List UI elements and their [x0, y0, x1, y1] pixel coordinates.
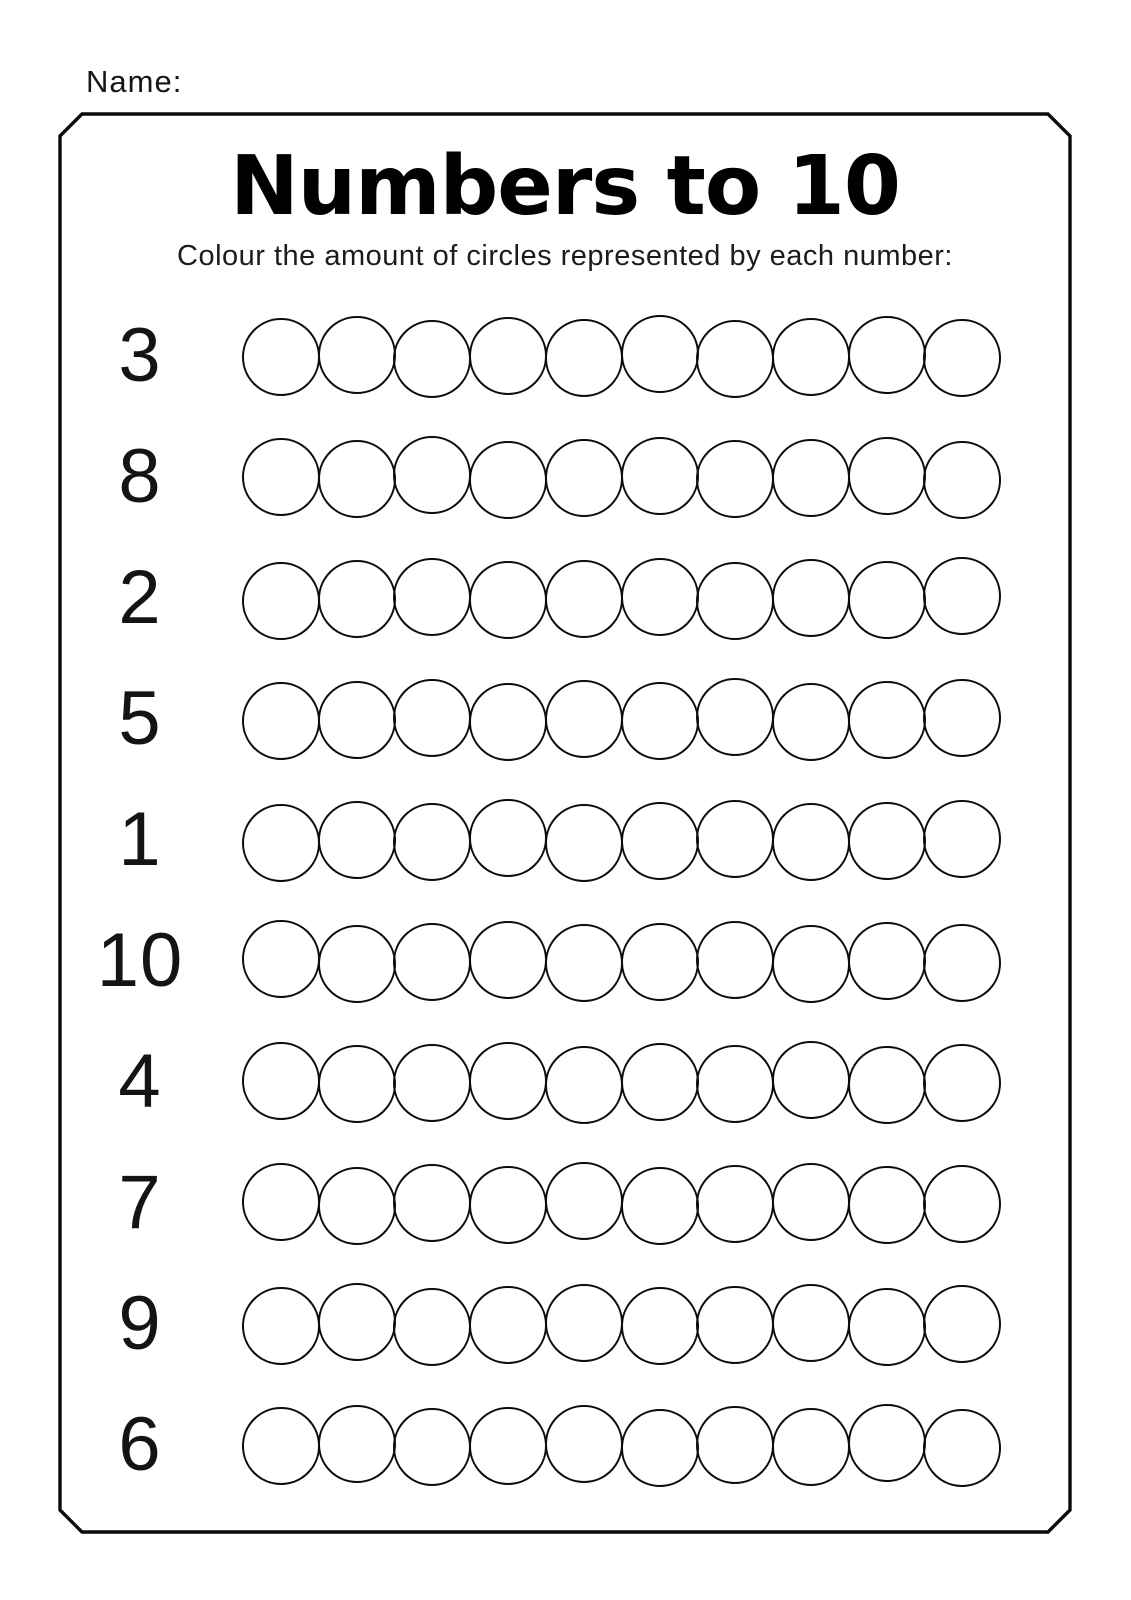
- colouring-circle[interactable]: [469, 561, 547, 639]
- colouring-circle[interactable]: [393, 436, 471, 514]
- colouring-circle[interactable]: [923, 679, 1001, 757]
- colouring-circle[interactable]: [772, 1284, 850, 1362]
- colouring-circle[interactable]: [696, 1165, 774, 1243]
- row-number-label: 9: [118, 1281, 162, 1366]
- number-row: [0, 918, 1131, 1003]
- row-circles: [242, 560, 999, 638]
- row-circles: [242, 1044, 999, 1122]
- colouring-circle[interactable]: [393, 558, 471, 636]
- colouring-circle[interactable]: [242, 1042, 320, 1120]
- number-row: [0, 1039, 1131, 1124]
- row-circles: [242, 802, 999, 880]
- row-circles: [242, 1407, 999, 1485]
- colouring-circle[interactable]: [242, 804, 320, 882]
- colouring-circle[interactable]: [772, 318, 850, 396]
- colouring-circle[interactable]: [318, 1045, 396, 1123]
- number-row: [0, 1402, 1131, 1487]
- colouring-circle[interactable]: [393, 1408, 471, 1486]
- colouring-circle[interactable]: [393, 679, 471, 757]
- colouring-circle[interactable]: [848, 1166, 926, 1244]
- name-label: Name:: [86, 64, 183, 99]
- number-row: [0, 555, 1131, 640]
- colouring-circle[interactable]: [696, 440, 774, 518]
- row-circles: [242, 318, 999, 396]
- colouring-circle[interactable]: [469, 317, 547, 395]
- colouring-circle[interactable]: [469, 1042, 547, 1120]
- colouring-circle[interactable]: [923, 800, 1001, 878]
- worksheet-title: Numbers to 10: [230, 139, 900, 234]
- colouring-circle[interactable]: [242, 438, 320, 516]
- colouring-circle[interactable]: [242, 318, 320, 396]
- colouring-circle[interactable]: [469, 683, 547, 761]
- colouring-circle[interactable]: [393, 1288, 471, 1366]
- colouring-circle[interactable]: [242, 1163, 320, 1241]
- colouring-circle[interactable]: [393, 1044, 471, 1122]
- colouring-circle[interactable]: [772, 683, 850, 761]
- colouring-circle[interactable]: [621, 1409, 699, 1487]
- colouring-circle[interactable]: [621, 802, 699, 880]
- colouring-circle[interactable]: [469, 1286, 547, 1364]
- colouring-circle[interactable]: [848, 681, 926, 759]
- colouring-circle[interactable]: [772, 1041, 850, 1119]
- colouring-circle[interactable]: [772, 439, 850, 517]
- colouring-circle[interactable]: [469, 799, 547, 877]
- number-row: [0, 797, 1131, 882]
- row-number-label: 3: [118, 313, 162, 398]
- colouring-circle[interactable]: [848, 1046, 926, 1124]
- colouring-circle[interactable]: [923, 1165, 1001, 1243]
- colouring-circle[interactable]: [545, 680, 623, 758]
- colouring-circle[interactable]: [848, 1404, 926, 1482]
- row-number-label: 5: [118, 676, 162, 761]
- colouring-circle[interactable]: [621, 315, 699, 393]
- colouring-circle[interactable]: [621, 1287, 699, 1365]
- colouring-circle[interactable]: [469, 441, 547, 519]
- colouring-circle[interactable]: [621, 923, 699, 1001]
- colouring-circle[interactable]: [696, 678, 774, 756]
- colouring-circle[interactable]: [545, 924, 623, 1002]
- colouring-circle[interactable]: [242, 682, 320, 760]
- colouring-circle[interactable]: [923, 1409, 1001, 1487]
- colouring-circle[interactable]: [621, 558, 699, 636]
- colouring-circle[interactable]: [923, 557, 1001, 635]
- colouring-circle[interactable]: [696, 800, 774, 878]
- colouring-circle[interactable]: [696, 1406, 774, 1484]
- colouring-circle[interactable]: [923, 924, 1001, 1002]
- colouring-circle[interactable]: [318, 681, 396, 759]
- colouring-circle[interactable]: [545, 1405, 623, 1483]
- colouring-circle[interactable]: [772, 925, 850, 1003]
- colouring-circle[interactable]: [545, 560, 623, 638]
- colouring-circle[interactable]: [242, 562, 320, 640]
- colouring-circle[interactable]: [772, 1163, 850, 1241]
- row-number-label: 8: [118, 434, 162, 519]
- row-circles: [242, 923, 999, 1001]
- colouring-circle[interactable]: [696, 1045, 774, 1123]
- colouring-circle[interactable]: [772, 803, 850, 881]
- colouring-circle[interactable]: [318, 925, 396, 1003]
- colouring-circle[interactable]: [318, 560, 396, 638]
- row-number-label: 10: [96, 918, 184, 1003]
- number-row: [0, 313, 1131, 398]
- row-number-label: 7: [118, 1160, 162, 1245]
- row-number-label: 6: [118, 1402, 162, 1487]
- colouring-circle[interactable]: [923, 1285, 1001, 1363]
- colouring-circle[interactable]: [696, 320, 774, 398]
- colouring-circle[interactable]: [923, 1044, 1001, 1122]
- colouring-circle[interactable]: [923, 319, 1001, 397]
- colouring-circle[interactable]: [848, 561, 926, 639]
- colouring-circle[interactable]: [848, 922, 926, 1000]
- colouring-circle[interactable]: [621, 1167, 699, 1245]
- colouring-circle[interactable]: [242, 1407, 320, 1485]
- colouring-circle[interactable]: [545, 1162, 623, 1240]
- row-circles: [242, 439, 999, 517]
- colouring-circle[interactable]: [772, 1408, 850, 1486]
- colouring-circle[interactable]: [545, 439, 623, 517]
- colouring-circle[interactable]: [621, 1043, 699, 1121]
- colouring-circle[interactable]: [923, 441, 1001, 519]
- colouring-circle[interactable]: [242, 1287, 320, 1365]
- colouring-circle[interactable]: [242, 920, 320, 998]
- row-number-label: 4: [118, 1039, 162, 1124]
- row-number-label: 2: [118, 555, 162, 640]
- number-row: [0, 1160, 1131, 1245]
- colouring-circle[interactable]: [318, 801, 396, 879]
- colouring-circle[interactable]: [848, 316, 926, 394]
- colouring-circle[interactable]: [469, 1407, 547, 1485]
- colouring-circle[interactable]: [393, 923, 471, 1001]
- colouring-circle[interactable]: [848, 437, 926, 515]
- colouring-circle[interactable]: [696, 921, 774, 999]
- row-circles: [242, 681, 999, 759]
- colouring-circle[interactable]: [772, 559, 850, 637]
- colouring-circle[interactable]: [848, 802, 926, 880]
- number-row: [0, 434, 1131, 519]
- colouring-circle[interactable]: [393, 803, 471, 881]
- colouring-circle[interactable]: [393, 1164, 471, 1242]
- row-number-label: 1: [118, 797, 162, 882]
- colouring-circle[interactable]: [318, 1283, 396, 1361]
- colouring-circle[interactable]: [848, 1288, 926, 1366]
- row-circles: [242, 1165, 999, 1243]
- number-row: [0, 676, 1131, 761]
- colouring-circle[interactable]: [318, 440, 396, 518]
- colouring-circle[interactable]: [545, 319, 623, 397]
- colouring-circle[interactable]: [318, 1405, 396, 1483]
- colouring-circle[interactable]: [393, 320, 471, 398]
- number-row: [0, 1281, 1131, 1366]
- colouring-circle[interactable]: [545, 1046, 623, 1124]
- colouring-circle[interactable]: [621, 682, 699, 760]
- worksheet-instruction: Colour the amount of circles represented by each number:: [177, 240, 953, 272]
- colouring-circle[interactable]: [696, 562, 774, 640]
- colouring-circle[interactable]: [545, 804, 623, 882]
- row-circles: [242, 1286, 999, 1364]
- colouring-circle[interactable]: [469, 921, 547, 999]
- colouring-circle[interactable]: [318, 1167, 396, 1245]
- colouring-circle[interactable]: [318, 316, 396, 394]
- colouring-circle[interactable]: [621, 437, 699, 515]
- colouring-circle[interactable]: [696, 1286, 774, 1364]
- colouring-circle[interactable]: [469, 1166, 547, 1244]
- colouring-circle[interactable]: [545, 1284, 623, 1362]
